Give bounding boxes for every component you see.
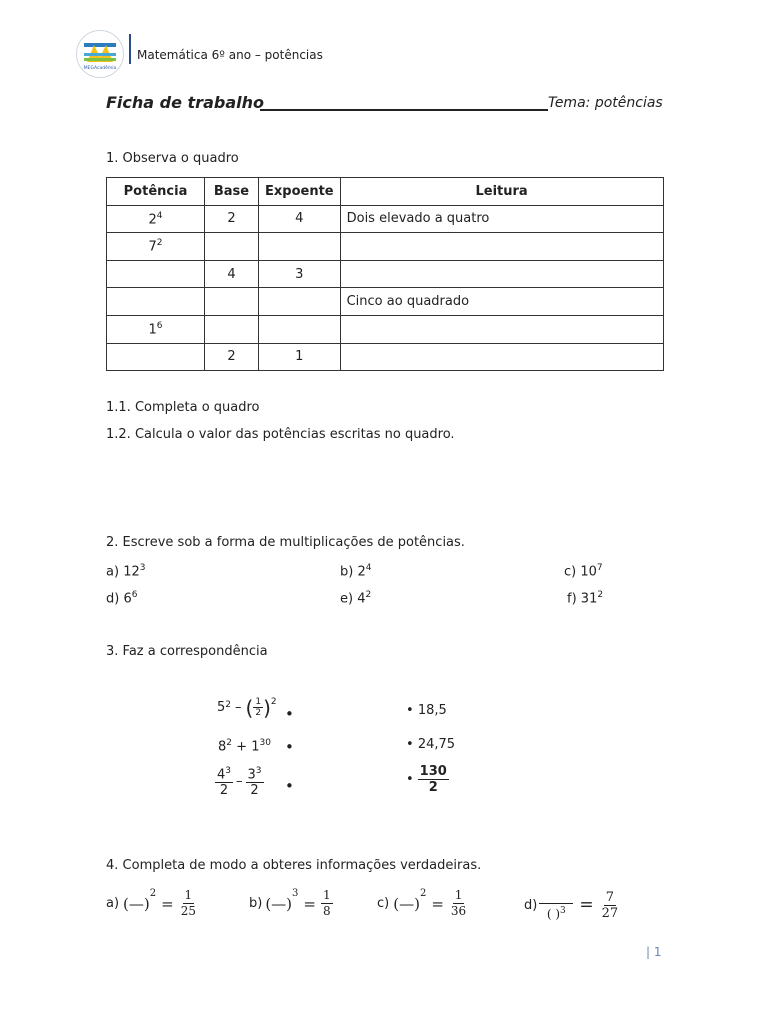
col-header-base: Base	[205, 178, 259, 206]
header-divider	[129, 34, 131, 64]
q3-prompt: 3. Faz a correspondência	[106, 644, 268, 659]
q3-right-option-3[interactable]: • $\frac{130}{2}$	[406, 764, 447, 795]
cell-reading[interactable]	[340, 315, 663, 343]
table-row	[107, 288, 664, 316]
cell-reading[interactable]: Cinco ao quadrado	[340, 288, 663, 316]
page-number: | 1	[646, 945, 662, 959]
cell-exponent[interactable]	[259, 233, 341, 261]
col-header-exponent: Expoente	[259, 178, 341, 206]
col-header-reading: Leitura	[340, 178, 663, 206]
q2-item-c: c) $10^7$	[564, 563, 603, 580]
q1-prompt: 1. Observa o quadro	[106, 151, 239, 166]
q2-item-b: b) $2^4$	[340, 563, 372, 580]
cell-base[interactable]: 2	[205, 205, 259, 233]
theme-label: Tema: potências	[548, 95, 663, 111]
q4-item-a: a) (—) $^2$ = $\frac{1}{25}$	[106, 888, 196, 918]
cell-power[interactable]	[107, 343, 205, 371]
q3-left-expr-3: $\frac{4^3}{2}$ – $\frac{3^3}{2}$	[217, 766, 262, 799]
cell-base[interactable]	[205, 233, 259, 261]
q1-sub2: 1.2. Calcula o valor das potências escritas no quadro.	[106, 427, 455, 442]
cell-reading[interactable]: Dois elevado a quatro	[340, 205, 663, 233]
q3-left-bullet-3[interactable]: •	[285, 777, 294, 795]
table-row	[107, 343, 664, 371]
q4-item-c: c) (—) $^2$ = $\frac{1}{36}$	[377, 888, 467, 918]
cell-base[interactable]	[205, 315, 259, 343]
cell-base[interactable]: 4	[205, 260, 259, 288]
table-row	[107, 315, 664, 343]
cell-exponent[interactable]	[259, 288, 341, 316]
q1-sub1: 1.1. Completa o quadro	[106, 400, 260, 415]
cell-reading[interactable]	[340, 260, 663, 288]
q2-item-f: f) $31^2$	[567, 590, 604, 607]
q2-item-a: a) $12^3$	[106, 563, 146, 580]
cell-power[interactable]: $7^2$	[107, 233, 205, 261]
cell-power[interactable]	[107, 288, 205, 316]
cell-exponent[interactable]	[259, 315, 341, 343]
powers-table	[106, 177, 664, 371]
q4-item-b: b) (—) $^3$ = $\frac{1}{8}$	[249, 888, 331, 918]
logo	[76, 30, 124, 78]
cell-power[interactable]	[107, 260, 205, 288]
name-line	[260, 109, 548, 111]
q3-right-option-2[interactable]: • 24,75	[406, 737, 456, 752]
q3-left-expr-1: 5 $^2$ – ( $\frac{1}{2}$ ) $^2$	[217, 695, 277, 720]
cell-reading[interactable]	[340, 343, 663, 371]
col-header-power: Potência	[107, 178, 205, 206]
svg-text:MEGAcadêmia: MEGAcadêmia	[83, 66, 117, 71]
q4-item-d: d) ( )$^3$ = $\frac{7}{27}$	[524, 889, 619, 921]
worksheet-title: Ficha de trabalho	[106, 93, 264, 112]
q4-d-blank[interactable]	[539, 888, 573, 904]
cell-base[interactable]	[205, 288, 259, 316]
header-subject: Matemática 6º ano – potências	[137, 48, 323, 62]
cell-exponent[interactable]: 4	[259, 205, 341, 233]
q3-left-bullet-1[interactable]: •	[285, 705, 294, 723]
q2-prompt: 2. Escreve sob a forma de multiplicações de potências.	[106, 535, 465, 550]
cell-exponent[interactable]: 1	[259, 343, 341, 371]
table-row	[107, 233, 664, 261]
cell-exponent[interactable]: 3	[259, 260, 341, 288]
q4-prompt: 4. Completa de modo a obteres informações verdadeiras.	[106, 858, 482, 873]
cell-reading[interactable]	[340, 233, 663, 261]
q2-item-e: e) $4^2$	[340, 590, 372, 607]
table-header-row	[107, 178, 664, 206]
cell-base[interactable]: 2	[205, 343, 259, 371]
table-row	[107, 260, 664, 288]
cell-power[interactable]: $2^4$	[107, 205, 205, 233]
q3-right-option-1[interactable]: • 18,5	[406, 703, 447, 718]
table-row	[107, 205, 664, 233]
q2-item-d: d) $6^6$	[106, 590, 138, 607]
cell-power[interactable]: $1^6$	[107, 315, 205, 343]
logo-icon	[77, 31, 123, 77]
q3-left-expr-2: $8^2 + 1^{30}$	[218, 738, 271, 755]
q3-left-bullet-2[interactable]: •	[285, 738, 294, 756]
